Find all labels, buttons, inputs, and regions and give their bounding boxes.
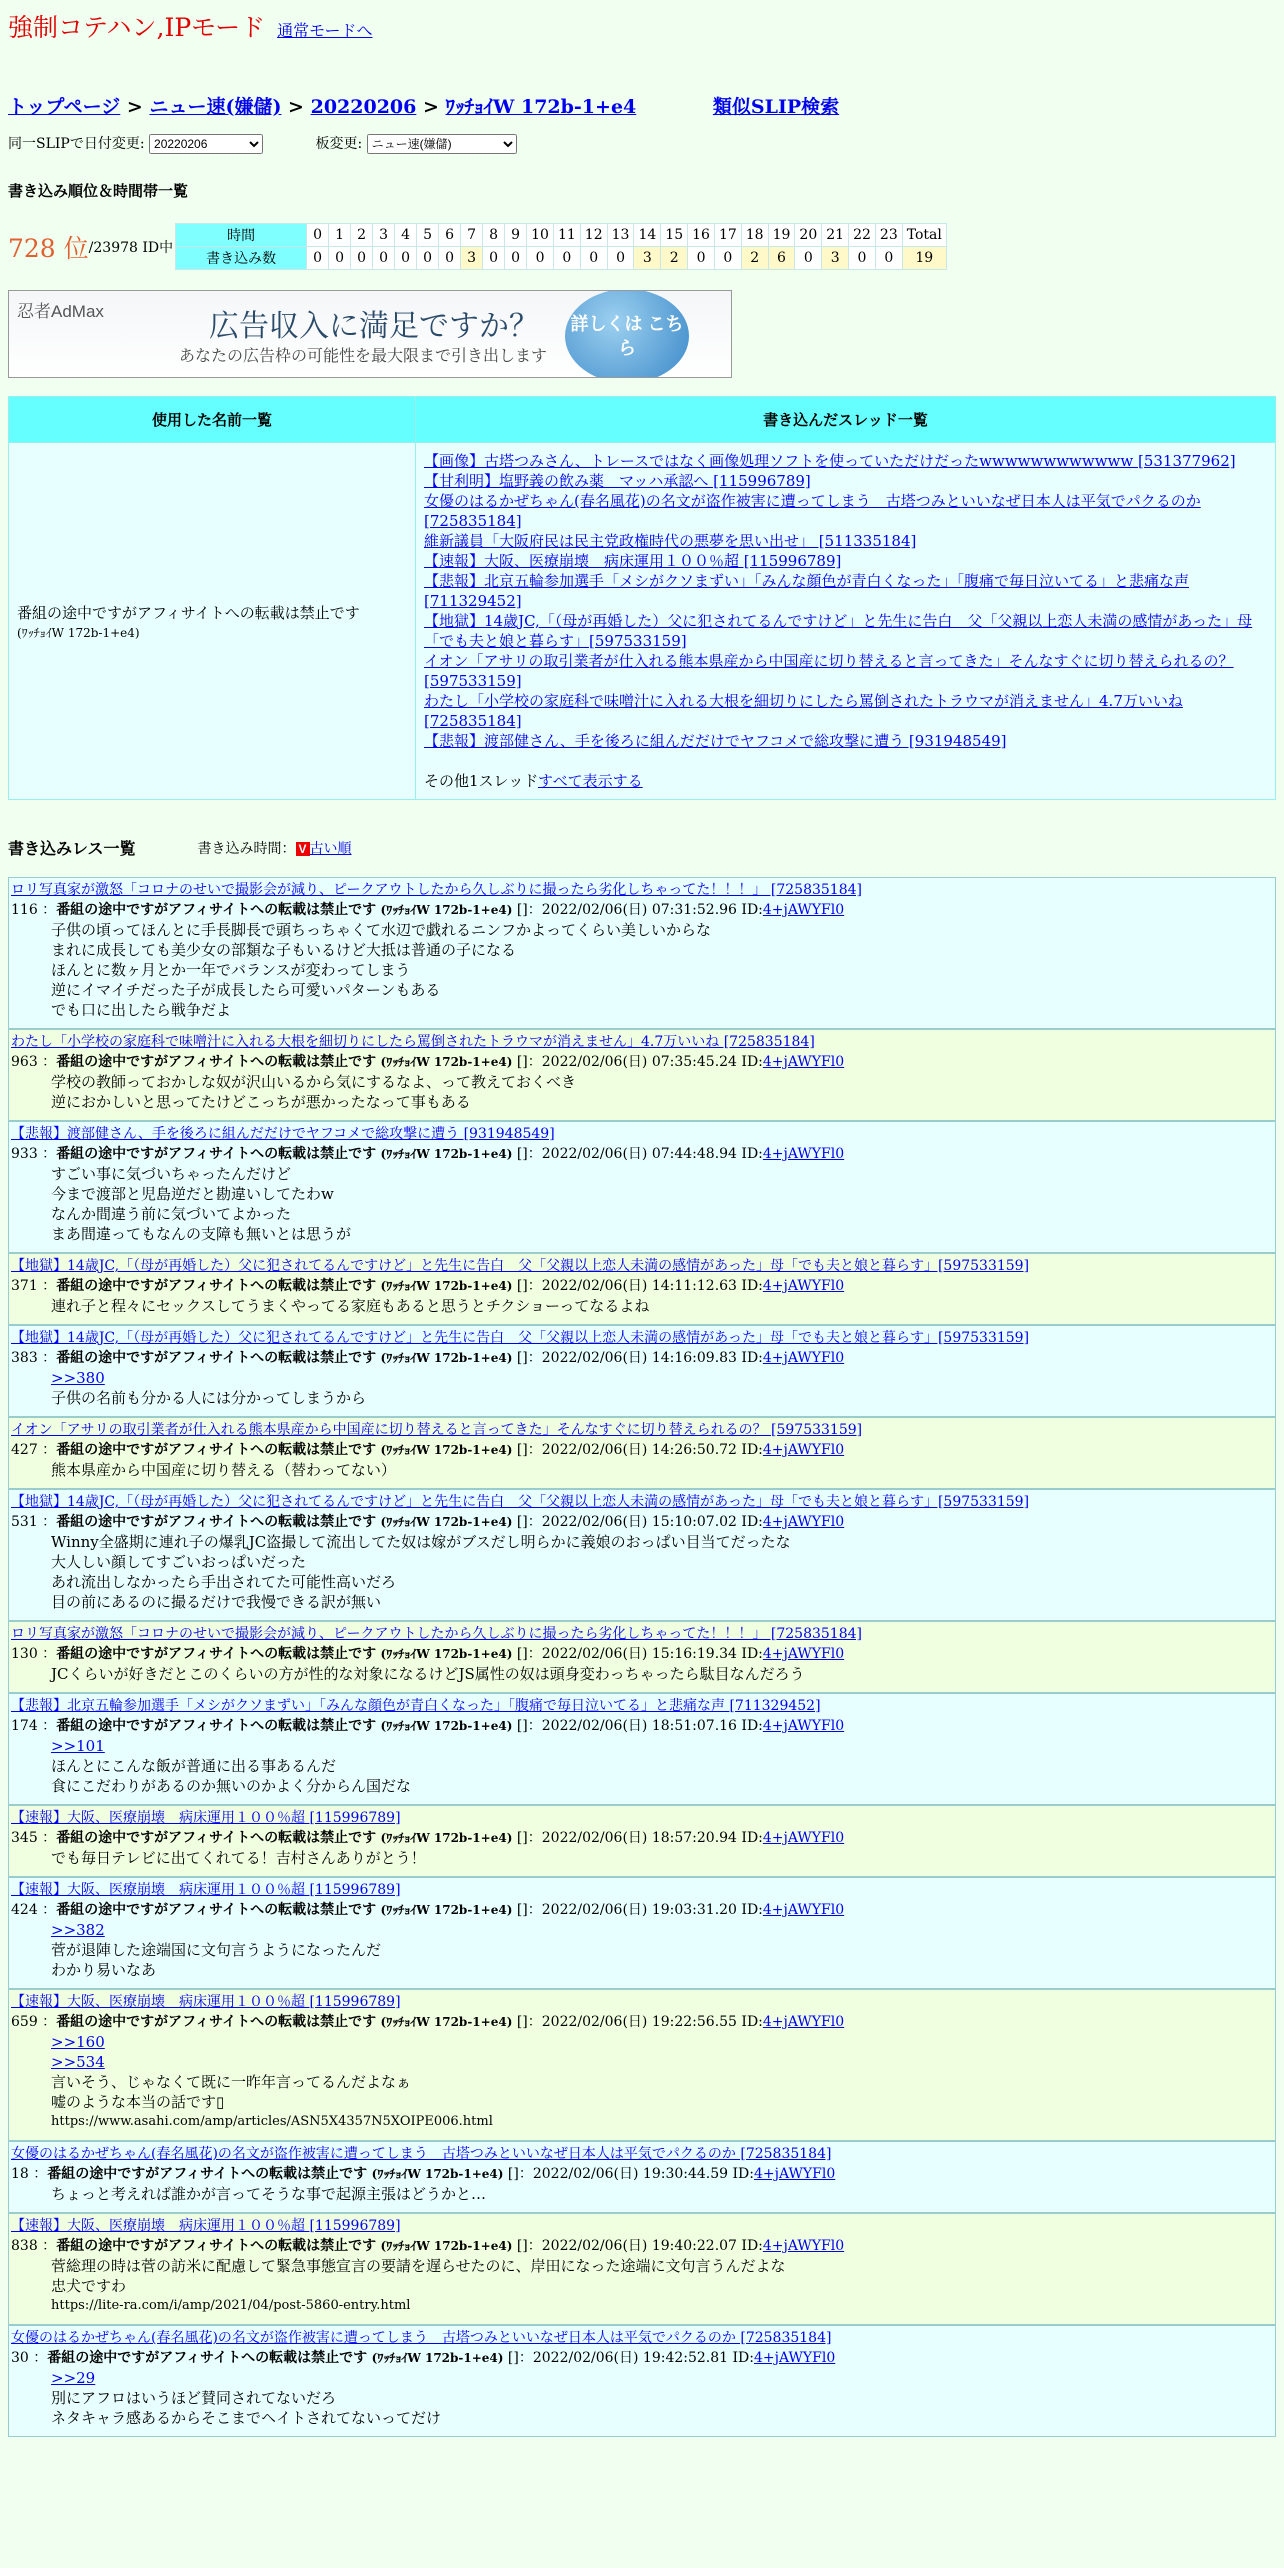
hour-cell: Total <box>903 224 946 246</box>
breadcrumb-board[interactable]: ニュー速(嫌儲) <box>149 96 282 118</box>
post-thread-link[interactable]: 【地獄】14歳JC,「（母が再婚した）父に犯されてるんですけど」と先生に告白 父「父親以上恋人未満の感情があった」母「でも夫と娘と暮らす」[597533159] <box>11 1258 1030 1274</box>
post-id-link[interactable]: 4+jAWYFl0 <box>762 1902 845 1918</box>
post-line: あれ流出しなかったら手出されてた可能性高いだろ <box>51 1573 397 1591</box>
post-meta: 130 ：番組の途中ですがアフィサイトへの転載は禁止です (ﾜｯﾁｮｲW 172b-1+e4) []：2022/02/06(日) 15:16:19.34 ID:4+jAWYFl0 <box>11 1646 845 1662</box>
post-line: 菅総理の時は菅の訪米に配慮して緊急事態宣言の要請を遅らせたのに、岸田になった途端に文句言うんだよな <box>51 2257 786 2275</box>
post-date: []：2022/02/06(日) 07:31:52.96 ID: <box>516 902 763 918</box>
post-meta: 174 ：番組の途中ですがアフィサイトへの転載は禁止です (ﾜｯﾁｮｲW 172b-1+e4) []：2022/02/06(日) 18:51:07.16 ID:4+jAWYFl0 <box>11 1718 845 1734</box>
post-meta: 838 ：番組の途中ですがアフィサイトへの転載は禁止です (ﾜｯﾁｮｲW 172b-1+e4) []：2022/02/06(日) 19:40:22.07 ID:4+jAWYFl0 <box>11 2238 845 2254</box>
post-thread-link[interactable]: 【速報】大阪、医療崩壊 病床運用１００％超 [115996789] <box>11 1882 401 1898</box>
post-thread-link[interactable]: 【悲報】渡部健さん、手を後ろに組んだだけでヤフコメで総攻撃に遭う [931948549] <box>11 1126 555 1142</box>
post-line: 連れ子と程々にセックスしてうまくやってる家庭もあると思うとチクショーってなるよね <box>51 1297 650 1315</box>
post-line: 逆にイマイチだった子が成長したら可愛いパターンもある <box>51 981 441 999</box>
post-name: 番組の途中ですがアフィサイトへの転載は禁止です <box>56 1646 377 1662</box>
date-select[interactable] <box>149 134 263 154</box>
post-id-link[interactable]: 4+jAWYFl0 <box>762 1646 845 1662</box>
post-number: 30 <box>11 2350 29 2366</box>
time-label: 時間 <box>176 224 306 246</box>
post-date: []：2022/02/06(日) 14:16:09.83 ID: <box>516 1350 763 1366</box>
post-id-link[interactable]: 4+jAWYFl0 <box>762 1350 845 1366</box>
count-cell: 0 <box>849 247 875 269</box>
count-cell: 19 <box>903 247 946 269</box>
thread-link[interactable]: 【悲報】渡部健さん、手を後ろに組んだだけでヤフコメで総攻撃に遭う [931948549] <box>424 732 1007 750</box>
post-number: 427 <box>11 1442 38 1458</box>
post-body <box>11 1296 1273 1316</box>
post-url: https://www.asahi.com/amp/articles/ASN5X4357N5XOIPE006.html <box>51 2114 493 2129</box>
post-body <box>11 1460 1273 1480</box>
post-number: 963 <box>11 1054 38 1070</box>
post-meta: 18 ：番組の途中ですがアフィサイトへの転載は禁止です (ﾜｯﾁｮｲW 172b-1+e4) []：2022/02/06(日) 19:30:44.59 ID:4+jAWYFl0 <box>11 2166 836 2182</box>
post-item <box>8 1417 1276 1489</box>
posts-list <box>8 877 1276 2437</box>
thread-link[interactable]: イオン「アサリの取引業者が仕入れる熊本県産から中国産に切り替えると言ってきた」そんなすぐに切り替えられるの？ [597533159] <box>424 652 1234 690</box>
ad-banner[interactable] <box>8 290 732 378</box>
names-col-header: 使用した名前一覧 <box>9 397 415 442</box>
post-date: []：2022/02/06(日) 18:51:07.16 ID: <box>516 1718 763 1734</box>
post-item <box>8 2325 1276 2437</box>
date-select-label: 同一SLIPで日付変更: <box>8 136 145 152</box>
normal-mode-link[interactable]: 通常モードへ <box>277 21 373 40</box>
post-body <box>11 1848 1273 1868</box>
thread-link[interactable]: わたし「小学校の家庭科で味噌汁に入れる大根を細切りにしたら罵倒されたトラウマが消えません」4.7万いいね [725835184] <box>424 692 1183 730</box>
ad-logo: 忍者AdMax <box>17 302 104 321</box>
posts-heading: 書き込みレス一覧 <box>8 839 136 858</box>
post-meta: 424 ：番組の途中ですがアフィサイトへの転載は禁止です (ﾜｯﾁｮｲW 172b-1+e4) []：2022/02/06(日) 19:03:31.20 ID:4+jAWYFl0 <box>11 1902 845 1918</box>
post-body <box>11 920 1273 1020</box>
post-number: 933 <box>11 1146 38 1162</box>
post-item <box>8 1489 1276 1621</box>
count-cell: 2 <box>661 247 687 269</box>
post-item <box>8 1029 1276 1121</box>
post-meta: 531 ：番組の途中ですがアフィサイトへの転載は禁止です (ﾜｯﾁｮｲW 172b-1+e4) []：2022/02/06(日) 15:10:07.02 ID:4+jAWYFl0 <box>11 1514 845 1530</box>
count-cell: 0 <box>483 247 504 269</box>
post-body <box>11 2032 1273 2132</box>
post-meta: 427 ：番組の途中ですがアフィサイトへの転載は禁止です (ﾜｯﾁｮｲW 172b-1+e4) []：2022/02/06(日) 14:26:50.72 ID:4+jAWYFl0 <box>11 1442 845 1458</box>
post-thread-link[interactable]: 【速報】大阪、医療崩壊 病床運用１００％超 [115996789] <box>11 2218 401 2234</box>
post-date: []：2022/02/06(日) 07:35:45.24 ID: <box>516 1054 763 1070</box>
post-number: 371 <box>11 1278 38 1294</box>
more-prefix: その他1スレッド <box>424 772 538 790</box>
used-name-trip: (ﾜｯﾁｮｲW 172b-1+e4) <box>17 625 140 640</box>
post-id-link[interactable]: 4+jAWYFl0 <box>762 1514 845 1530</box>
hour-cell: 5 <box>417 224 438 246</box>
post-id-link[interactable]: 4+jAWYFl0 <box>762 1146 845 1162</box>
count-cell: 0 <box>715 247 741 269</box>
post-line: 言いそう、じゃなくて既に一昨年言ってるんだよなぁ <box>51 2073 412 2091</box>
post-name: 番組の途中ですがアフィサイトへの転載は禁止です <box>56 1278 377 1294</box>
count-cell: 0 <box>581 247 607 269</box>
post-thread-link[interactable]: 【地獄】14歳JC,「（母が再婚した）父に犯されてるんですけど」と先生に告白 父「父親以上恋人未満の感情があった」母「でも夫と娘と暮らす」[597533159] <box>11 1494 1030 1510</box>
select-bar <box>8 133 1276 154</box>
thread-link[interactable]: 【悲報】北京五輪参加選手「メシがクソまずい」「みんな顔色が青白くなった」「腹痛で毎日泣いてる」と悲痛な声 [711329452] <box>424 572 1190 610</box>
count-cell: 0 <box>351 247 372 269</box>
post-line: ネタキャラ感あるからそこまでヘイトされてないってだけ <box>51 2409 442 2427</box>
hour-cell: 12 <box>581 224 607 246</box>
thread-link[interactable]: 女優のはるかぜちゃん(春名風花)の名文が盗作被害に遭ってしまう 古塔つみといいなぜ日本人は平気でパクるのか [725835184] <box>424 492 1201 530</box>
post-url: https://lite-ra.com/i/amp/2021/04/post-5860-entry.html <box>51 2298 411 2313</box>
post-body <box>11 1920 1273 1980</box>
post-date: []：2022/02/06(日) 19:40:22.07 ID: <box>516 2238 763 2254</box>
post-item <box>8 1121 1276 1253</box>
post-thread-link[interactable]: わたし「小学校の家庭科で味噌汁に入れる大根を細切りにしたら罵倒されたトラウマが消えません」4.7万いいね [725835184] <box>11 1034 815 1050</box>
rank-total: /23978 ID中 <box>88 239 174 256</box>
count-cell: 3 <box>822 247 848 269</box>
counts-row <box>176 247 946 269</box>
hour-cell: 14 <box>634 224 660 246</box>
post-item <box>8 1253 1276 1325</box>
breadcrumb-sep: > <box>120 96 150 118</box>
post-name: 番組の途中ですがアフィサイトへの転載は禁止です <box>47 2350 368 2366</box>
board-select-label: 板変更: <box>315 136 363 152</box>
post-line: なんか間違う前に気づいてよかった <box>51 1205 292 1223</box>
sort-oldest-link[interactable]: 古い順 <box>309 840 352 857</box>
post-anchor-link[interactable]: >>534 <box>51 2053 105 2071</box>
post-number: 424 <box>11 1902 38 1918</box>
post-trip: (ﾜｯﾁｮｲW 172b-1+e4) <box>380 1279 513 1293</box>
hour-cell: 22 <box>849 224 875 246</box>
post-date: []：2022/02/06(日) 15:16:19.34 ID: <box>516 1646 763 1662</box>
hour-cell: 17 <box>715 224 741 246</box>
post-body <box>11 1664 1273 1684</box>
post-line: ほんとに数ヶ月とか一年でバランスが変わってしまう <box>51 961 411 979</box>
post-line: まれに成長しても美少女の部類な子もいるけど大抵は普通の子になる <box>51 941 517 959</box>
post-item <box>8 1805 1276 1877</box>
post-trip: (ﾜｯﾁｮｲW 172b-1+e4) <box>371 2351 504 2365</box>
names-threads-table <box>8 396 1276 800</box>
post-number: 838 <box>11 2238 38 2254</box>
post-anchor-link[interactable]: >>160 <box>51 2033 105 2051</box>
post-item <box>8 1693 1276 1805</box>
post-trip: (ﾜｯﾁｮｲW 172b-1+e4) <box>380 2015 513 2029</box>
count-cell: 0 <box>329 247 350 269</box>
post-line: 別にアフロはいうほど賛同されてないだろ <box>51 2389 337 2407</box>
used-name-cell <box>9 443 415 799</box>
post-id-link[interactable]: 4+jAWYFl0 <box>762 2238 845 2254</box>
thread-link[interactable]: 【地獄】14歳JC,「（母が再婚した）父に犯されてるんですけど」と先生に告白 父「父親以上恋人未満の感情があった」母「でも夫と娘と暮らす」[597533159] <box>424 612 1253 650</box>
ad-headline: 広告収入に満足ですか？ <box>209 310 539 343</box>
post-date: []：2022/02/06(日) 18:57:20.94 ID: <box>516 1830 763 1846</box>
order-control <box>198 838 352 858</box>
count-cell: 0 <box>395 247 416 269</box>
post-trip: (ﾜｯﾁｮｲW 172b-1+e4) <box>380 1647 513 1661</box>
breadcrumb-sep: > <box>416 96 446 118</box>
count-cell: 3 <box>634 247 660 269</box>
post-line: 嘘のような本当の話です▯ <box>51 2093 225 2111</box>
post-anchor-link[interactable]: >>382 <box>51 1921 105 1939</box>
post-trip: (ﾜｯﾁｮｲW 172b-1+e4) <box>380 1719 513 1733</box>
count-cell: 3 <box>461 247 482 269</box>
hours-table <box>175 223 947 270</box>
post-meta: 371 ：番組の途中ですがアフィサイトへの転載は禁止です (ﾜｯﾁｮｲW 172b-1+e4) []：2022/02/06(日) 14:11:12.63 ID:4+jAWYFl0 <box>11 1278 845 1294</box>
post-line: 学校の教師っておかしな奴が沢山いるから気にするなよ、って教えておくべき <box>51 1073 577 1091</box>
hour-cell: 4 <box>395 224 416 246</box>
post-number: 345 <box>11 1830 38 1846</box>
hour-cell: 21 <box>822 224 848 246</box>
thread-link[interactable]: 【画像】古塔つみさん、トレースではなく画像処理ソフトを使っていただけだったwwwwwwwwwwww [531377962] <box>424 452 1236 470</box>
post-body <box>11 1532 1273 1612</box>
post-name: 番組の途中ですがアフィサイトへの転載は禁止です <box>56 1514 377 1530</box>
post-date: []：2022/02/06(日) 07:44:48.94 ID: <box>516 1146 763 1162</box>
post-number: 130 <box>11 1646 38 1662</box>
post-thread-link[interactable]: ロリ写真家が激怒「コロナのせいで撮影会が減り、ピークアウトしたから久しぶりに撮ったら劣化しちゃってた！！！」 [725835184] <box>11 1626 862 1642</box>
post-item <box>8 877 1276 1029</box>
post-trip: (ﾜｯﾁｮｲW 172b-1+e4) <box>380 1903 513 1917</box>
post-name: 番組の途中ですがアフィサイトへの転載は禁止です <box>56 1146 377 1162</box>
post-line: 食にこだわりがあるのか無いのかよく分からん国だな <box>51 1777 412 1795</box>
post-meta: 345 ：番組の途中ですがアフィサイトへの転載は禁止です (ﾜｯﾁｮｲW 172b-1+e4) []：2022/02/06(日) 18:57:20.94 ID:4+jAWYFl0 <box>11 1830 845 1846</box>
post-body <box>11 1368 1273 1408</box>
similar-slip-link[interactable]: 類似SLIP検索 <box>712 96 840 118</box>
post-date: []：2022/02/06(日) 19:03:31.20 ID: <box>516 1902 763 1918</box>
hour-cell: 16 <box>688 224 714 246</box>
post-trip: (ﾜｯﾁｮｲW 172b-1+e4) <box>380 2239 513 2253</box>
rank-row <box>8 223 1276 270</box>
order-label: 書き込み時間： <box>197 840 296 857</box>
post-line: 菅が退陣した途端国に文句言うようになったんだ <box>51 1941 382 1959</box>
post-number: 531 <box>11 1514 38 1530</box>
post-date: []：2022/02/06(日) 14:11:12.63 ID: <box>516 1278 763 1294</box>
post-meta: 383 ：番組の途中ですがアフィサイトへの転載は禁止です (ﾜｯﾁｮｲW 172b-1+e4) []：2022/02/06(日) 14:16:09.83 ID:4+jAWYFl0 <box>11 1350 845 1366</box>
hour-cell: 11 <box>554 224 580 246</box>
post-body <box>11 2184 1273 2204</box>
post-id-link[interactable]: 4+jAWYFl0 <box>762 2014 845 2030</box>
hour-cell: 1 <box>329 224 350 246</box>
post-body <box>11 1072 1273 1112</box>
post-meta: 30 ：番組の途中ですがアフィサイトへの転載は禁止です (ﾜｯﾁｮｲW 172b-1+e4) []：2022/02/06(日) 19:42:52.81 ID:4+jAWYFl0 <box>11 2350 836 2366</box>
count-cell: 6 <box>769 247 795 269</box>
count-cell: 0 <box>527 247 553 269</box>
more-threads <box>424 771 1267 791</box>
post-number: 18 <box>11 2166 29 2182</box>
post-line: すごい事に気づいちゃったんだけど <box>51 1165 292 1183</box>
count-cell: 0 <box>554 247 580 269</box>
hour-cell: 13 <box>608 224 634 246</box>
post-id-link[interactable]: 4+jAWYFl0 <box>762 1718 845 1734</box>
post-thread-link[interactable]: 【速報】大阪、医療崩壊 病床運用１００％超 [115996789] <box>11 1810 401 1826</box>
post-thread-link[interactable]: 女優のはるかぜちゃん(春名風花)の名文が盗作被害に遭ってしまう 古塔つみといいなぜ日本人は平気でパクるのか [725835184] <box>11 2146 832 2162</box>
post-anchor-link[interactable]: >>380 <box>51 1369 105 1387</box>
post-name: 番組の途中ですがアフィサイトへの転載は禁止です <box>56 2238 377 2254</box>
mode-title: 強制コテハン,IPモード <box>8 13 266 42</box>
post-line: 今まで渡部と児島逆だと勘違いしてたわw <box>51 1185 334 1203</box>
hour-cell: 3 <box>373 224 394 246</box>
hour-cell: 23 <box>876 224 902 246</box>
post-id-link[interactable]: 4+jAWYFl0 <box>762 1054 845 1070</box>
post-thread-link[interactable]: 【速報】大阪、医療崩壊 病床運用１００％超 [115996789] <box>11 1994 401 2010</box>
post-name: 番組の途中ですがアフィサイトへの転載は禁止です <box>56 1902 377 1918</box>
post-trip: (ﾜｯﾁｮｲW 172b-1+e4) <box>380 1515 513 1529</box>
post-line: JCくらいが好きだとこのくらいの方が性的な対象になるけどJS属性の奴は頭身変わっちゃったら駄目なんだろう <box>51 1665 805 1683</box>
post-name: 番組の途中ですがアフィサイトへの転載は禁止です <box>56 1350 377 1366</box>
post-number: 383 <box>11 1350 38 1366</box>
hour-cell: 0 <box>307 224 328 246</box>
count-cell: 0 <box>876 247 902 269</box>
post-number: 659 <box>11 2014 38 2030</box>
post-line: 逆におかしいと思ってたけどこっちが悪かったなって事もある <box>51 1093 471 1111</box>
post-trip: (ﾜｯﾁｮｲW 172b-1+e4) <box>380 1443 513 1457</box>
board-select[interactable] <box>367 134 517 154</box>
post-thread-link[interactable]: ロリ写真家が激怒「コロナのせいで撮影会が減り、ピークアウトしたから久しぶりに撮ったら劣化しちゃってた！！！」 [725835184] <box>11 882 862 898</box>
threads-col-header: 書き込んだスレッド一覧 <box>416 397 1275 442</box>
post-date: []：2022/02/06(日) 14:26:50.72 ID: <box>516 1442 763 1458</box>
hour-cell: 8 <box>483 224 504 246</box>
post-name: 番組の途中ですがアフィサイトへの転載は禁止です <box>56 2014 377 2030</box>
post-item <box>8 1989 1276 2141</box>
post-id-link[interactable]: 4+jAWYFl0 <box>753 2350 836 2366</box>
count-cell: 0 <box>608 247 634 269</box>
rank-heading: 書き込み順位＆時間帯一覧 <box>8 182 189 200</box>
post-name: 番組の途中ですがアフィサイトへの転載は禁止です <box>56 1830 377 1846</box>
post-anchor-link[interactable]: >>29 <box>51 2369 96 2387</box>
post-trip: (ﾜｯﾁｮｲW 172b-1+e4) <box>380 1147 513 1161</box>
hour-cell: 10 <box>527 224 553 246</box>
post-meta: 933 ：番組の途中ですがアフィサイトへの転載は禁止です (ﾜｯﾁｮｲW 172b-1+e4) []：2022/02/06(日) 07:44:48.94 ID:4+jAWYFl0 <box>11 1146 845 1162</box>
post-item <box>8 2213 1276 2325</box>
count-cell: 2 <box>742 247 768 269</box>
thread-link[interactable]: 維新議員「大阪府民は民主党政権時代の悪夢を思い出せ」 [511335184] <box>424 532 917 550</box>
post-date: []：2022/02/06(日) 19:30:44.59 ID: <box>507 2166 754 2182</box>
hour-cell: 6 <box>439 224 460 246</box>
post-meta: 963 ：番組の途中ですがアフィサイトへの転載は禁止です (ﾜｯﾁｮｲW 172b-1+e4) []：2022/02/06(日) 07:35:45.24 ID:4+jAWYFl0 <box>11 1054 845 1070</box>
post-line: わかり易いなあ <box>51 1961 157 1979</box>
post-thread-link[interactable]: 女優のはるかぜちゃん(春名風花)の名文が盗作被害に遭ってしまう 古塔つみといいなぜ日本人は平気でパクるのか [725835184] <box>11 2330 832 2346</box>
hour-cell: 2 <box>351 224 372 246</box>
hour-cell: 9 <box>505 224 526 246</box>
show-all-link[interactable]: すべて表示する <box>537 772 643 790</box>
post-body <box>11 2368 1273 2428</box>
post-trip: (ﾜｯﾁｮｲW 172b-1+e4) <box>371 2167 504 2181</box>
post-line: ほんとにこんな飯が普通に出る事あるんだ <box>51 1757 337 1775</box>
posts-header <box>8 836 1276 859</box>
post-date: []：2022/02/06(日) 19:42:52.81 ID: <box>507 2350 754 2366</box>
post-trip: (ﾜｯﾁｮｲW 172b-1+e4) <box>380 1831 513 1845</box>
post-trip: (ﾜｯﾁｮｲW 172b-1+e4) <box>380 1351 513 1365</box>
sort-arrow-icon[interactable]: V <box>296 842 310 856</box>
post-line: 子供の名前も分かる人には分かってしまうから <box>51 1389 367 1407</box>
post-trip: (ﾜｯﾁｮｲW 172b-1+e4) <box>380 903 513 917</box>
thread-list <box>424 451 1267 751</box>
post-id-link[interactable]: 4+jAWYFl0 <box>762 1442 845 1458</box>
ad-subtext: あなたの広告枠の可能性を最大限まで引き出します <box>179 348 548 365</box>
rank-number: 728 位 <box>8 233 89 263</box>
mode-header <box>8 8 1276 44</box>
breadcrumb-slip[interactable]: ﾜｯﾁｮｲW 172b-1+e4 <box>445 96 637 118</box>
count-cell: 0 <box>417 247 438 269</box>
hour-cell: 20 <box>795 224 821 246</box>
post-line: ちょっと考えれば誰かが言ってそうな事で起源主張はどうかと… <box>51 2185 487 2203</box>
ad-details-button[interactable]: 詳しくは こちら <box>565 290 689 378</box>
post-id-link[interactable]: 4+jAWYFl0 <box>762 1830 845 1846</box>
post-thread-link[interactable]: 【地獄】14歳JC,「（母が再婚した）父に犯されてるんですけど」と先生に告白 父「父親以上恋人未満の感情があった」母「でも夫と娘と暮らす」[597533159] <box>11 1330 1030 1346</box>
post-item <box>8 1621 1276 1693</box>
breadcrumb-top[interactable]: トップページ <box>8 96 121 118</box>
count-cell: 0 <box>439 247 460 269</box>
hour-cell: 19 <box>769 224 795 246</box>
post-date: []：2022/02/06(日) 15:10:07.02 ID: <box>516 1514 763 1530</box>
post-name: 番組の途中ですがアフィサイトへの転載は禁止です <box>56 1442 377 1458</box>
post-line: 子供の頃ってほんとに手長脚長で頭ちっちゃくて水辺で戯れるニンフかよってくらい美しいからな <box>51 921 712 939</box>
post-id-link[interactable]: 4+jAWYFl0 <box>762 902 845 918</box>
thread-link[interactable]: 【甘利明】塩野義の飲み薬 マッハ承認へ [115996789] <box>424 472 811 490</box>
post-date: []：2022/02/06(日) 19:22:56.55 ID: <box>516 2014 763 2030</box>
count-cell: 0 <box>688 247 714 269</box>
thread-link[interactable]: 【速報】大阪、医療崩壊 病床運用１００％超 [115996789] <box>424 552 842 570</box>
breadcrumb <box>8 92 1276 119</box>
post-id-link[interactable]: 4+jAWYFl0 <box>762 1278 845 1294</box>
post-thread-link[interactable]: イオン「アサリの取引業者が仕入れる熊本県産から中国産に切り替えると言ってきた」そんなすぐに切り替えられるの？ [597533159] <box>11 1422 863 1438</box>
post-thread-link[interactable]: 【悲報】北京五輪参加選手「メシがクソまずい」「みんな顔色が青白くなった」「腹痛で毎日泣いてる」と悲痛な声 [711329452] <box>11 1698 821 1714</box>
count-cell: 0 <box>373 247 394 269</box>
post-anchor-link[interactable]: >>101 <box>51 1737 105 1755</box>
post-id-link[interactable]: 4+jAWYFl0 <box>753 2166 836 2182</box>
post-body <box>11 2256 1273 2316</box>
post-item <box>8 1877 1276 1989</box>
thread-list-cell <box>416 443 1275 799</box>
count-cell: 0 <box>307 247 328 269</box>
used-name: 番組の途中ですがアフィサイトへの転載は禁止です <box>17 603 360 622</box>
post-trip: (ﾜｯﾁｮｲW 172b-1+e4) <box>380 1055 513 1069</box>
post-meta: 659 ：番組の途中ですがアフィサイトへの転載は禁止です (ﾜｯﾁｮｲW 172b-1+e4) []：2022/02/06(日) 19:22:56.55 ID:4+jAWYFl0 <box>11 2014 845 2030</box>
breadcrumb-sep: > <box>281 96 311 118</box>
hour-cell: 18 <box>742 224 768 246</box>
post-body <box>11 1164 1273 1244</box>
post-line: でも毎日テレビに出てくれてる！吉村さんありがとう！ <box>51 1849 426 1867</box>
post-line: 目の前にあるのに撮るだけで我慢できる訳が無い <box>51 1593 382 1611</box>
post-line: 忠犬ですわ <box>51 2277 127 2295</box>
post-item <box>8 2141 1276 2213</box>
hours-row <box>176 224 946 246</box>
hour-cell: 15 <box>661 224 687 246</box>
post-line: 大人しい顔してすごいおっぱいだった <box>51 1553 307 1571</box>
post-name: 番組の途中ですがアフィサイトへの転載は禁止です <box>56 902 377 918</box>
post-name: 番組の途中ですがアフィサイトへの転載は禁止です <box>56 1718 377 1734</box>
hour-cell: 7 <box>461 224 482 246</box>
count-cell: 0 <box>505 247 526 269</box>
breadcrumb-date[interactable]: 20220206 <box>310 96 417 118</box>
count-cell: 0 <box>795 247 821 269</box>
post-line: でも口に出したら戦争だよ <box>51 1001 232 1019</box>
post-number: 116 <box>11 902 38 918</box>
post-name: 番組の途中ですがアフィサイトへの転載は禁止です <box>56 1054 377 1070</box>
post-line: Winny全盛期に連れ子の爆乳JC盗撮して流出してた奴は嫁がブスだし明らかに義娘のおっぱい目当てだったな <box>51 1533 791 1551</box>
post-meta: 116 ：番組の途中ですがアフィサイトへの転載は禁止です (ﾜｯﾁｮｲW 172b-1+e4) []：2022/02/06(日) 07:31:52.96 ID:4+jAWYFl0 <box>11 902 845 918</box>
count-label: 書き込み数 <box>176 247 306 269</box>
post-line: 熊本県産から中国産に切り替える（替わってない） <box>51 1461 396 1479</box>
post-body <box>11 1736 1273 1796</box>
post-item <box>8 1325 1276 1417</box>
post-line: まあ間違ってもなんの支障も無いとは思うが <box>51 1225 352 1243</box>
post-name: 番組の途中ですがアフィサイトへの転載は禁止です <box>47 2166 368 2182</box>
post-number: 174 <box>11 1718 38 1734</box>
